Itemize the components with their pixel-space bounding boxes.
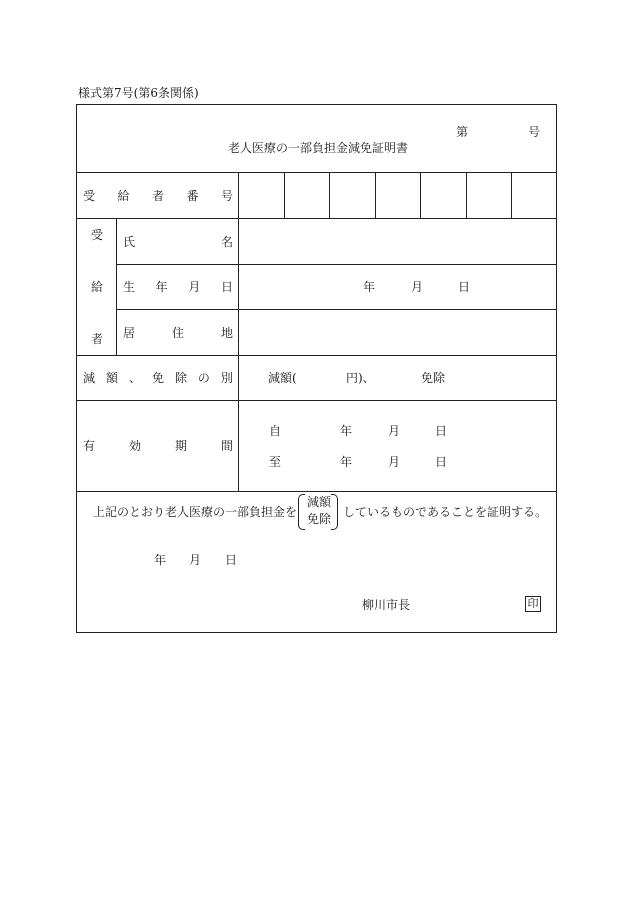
validity-period-label: 有 効 期 間: [83, 439, 233, 453]
left-bracket: [298, 494, 305, 530]
column-divider: [238, 172, 239, 491]
seal-mark: 印: [525, 596, 541, 612]
name-label: 氏 名: [123, 235, 233, 249]
digit-cell-divider: [511, 172, 512, 218]
recipient-group-label-3: 者: [91, 332, 104, 346]
certificate-number-prefix: 第: [456, 125, 469, 139]
address-label: 居 住 地: [123, 326, 233, 340]
certificate-form: [76, 104, 557, 633]
row-divider: [76, 400, 557, 401]
row-divider: [116, 309, 557, 310]
exemption-option: 免除: [421, 371, 446, 385]
column-divider: [116, 218, 117, 355]
validity-from-label: 自: [269, 424, 282, 438]
validity-from-month-unit: 月: [388, 424, 401, 438]
recipient-group-label-1: 受: [91, 228, 104, 242]
validity-to-year-unit: 年: [340, 455, 353, 469]
digit-cell-divider: [284, 172, 285, 218]
reduction-yen-close: 円)、: [346, 371, 375, 385]
certificate-title: 老人医療の一部負担金減免証明書: [228, 141, 409, 155]
right-bracket: [331, 494, 338, 530]
form-number-label: 様式第7号(第6条関係): [78, 86, 199, 100]
digit-cell-divider: [329, 172, 330, 218]
issuer-name: 柳川市長: [362, 598, 411, 612]
certification-year-unit: 年: [154, 553, 167, 567]
option-exempt: 免除: [306, 512, 331, 526]
reduction-amount-open: 減額(: [268, 371, 297, 385]
reduction-type-label: 減 額 、 免 除 の 別: [83, 371, 233, 385]
row-divider: [76, 218, 557, 219]
digit-cell-divider: [420, 172, 421, 218]
birth-date-label: 生 年 月 日: [123, 280, 233, 294]
recipient-number-label: 受 給 者 番 号: [83, 189, 233, 203]
validity-from-year-unit: 年: [340, 424, 353, 438]
certification-day-unit: 日: [225, 553, 238, 567]
option-reduce: 減額: [306, 495, 331, 509]
reduce-exempt-choice: [298, 494, 338, 530]
certification-month-unit: 月: [189, 553, 202, 567]
row-divider: [116, 264, 557, 265]
certification-text-before: 上記のとおり老人医療の一部負担金を: [93, 505, 298, 519]
certification-text-after: しているものであることを証明する。: [343, 505, 548, 519]
birth-year-unit: 年: [363, 280, 376, 294]
validity-to-month-unit: 月: [388, 455, 401, 469]
certificate-number-suffix: 号: [528, 125, 541, 139]
validity-to-day-unit: 日: [435, 455, 448, 469]
birth-day-unit: 日: [458, 280, 471, 294]
validity-from-day-unit: 日: [435, 424, 448, 438]
digit-cell-divider: [375, 172, 376, 218]
row-divider: [76, 355, 557, 356]
row-divider: [76, 491, 557, 492]
validity-to-label: 至: [269, 455, 282, 469]
birth-month-unit: 月: [411, 280, 424, 294]
digit-cell-divider: [466, 172, 467, 218]
recipient-group-label-2: 給: [91, 280, 104, 294]
row-divider: [76, 172, 557, 173]
